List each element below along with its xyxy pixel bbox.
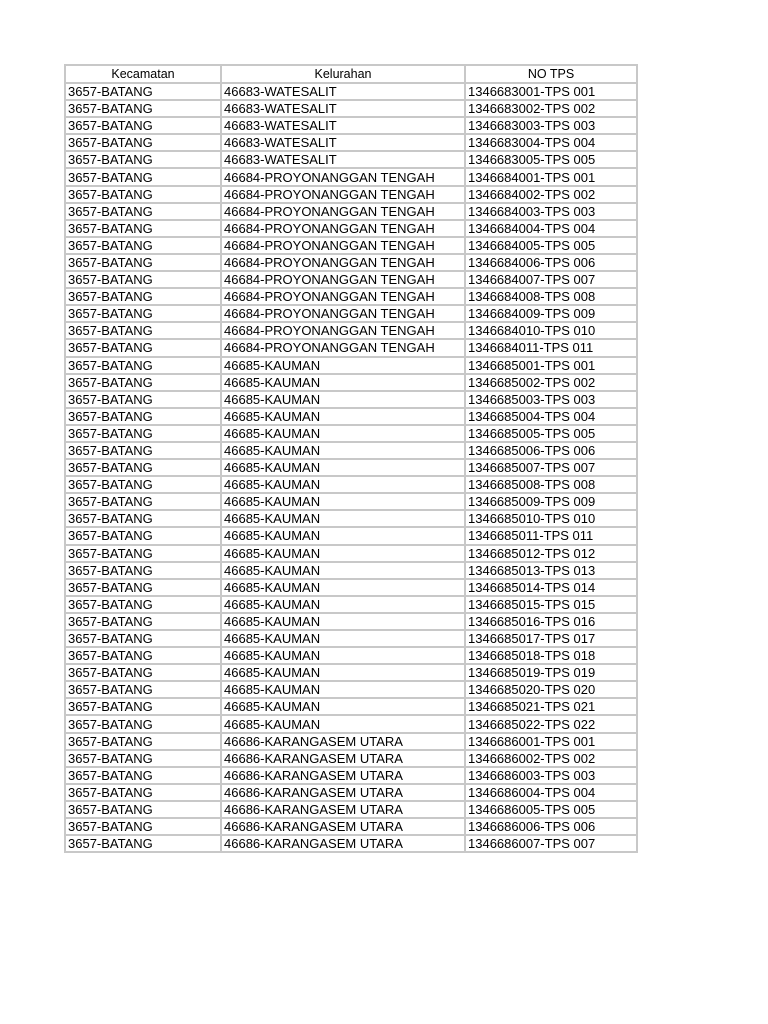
cell-no-tps: 1346686007-TPS 007 xyxy=(465,835,637,852)
table-row xyxy=(65,698,637,715)
cell-kecamatan: 3657-BATANG xyxy=(65,750,221,767)
table-row xyxy=(65,100,637,117)
cell-kecamatan: 3657-BATANG xyxy=(65,305,221,322)
cell-kecamatan: 3657-BATANG xyxy=(65,681,221,698)
cell-kecamatan: 3657-BATANG xyxy=(65,237,221,254)
table-row xyxy=(65,288,637,305)
cell-no-tps: 1346685003-TPS 003 xyxy=(465,391,637,408)
cell-no-tps: 1346685011-TPS 011 xyxy=(465,527,637,544)
table-row xyxy=(65,818,637,835)
table-row xyxy=(65,83,637,100)
cell-kelurahan: 46685-KAUMAN xyxy=(221,545,465,562)
cell-kecamatan: 3657-BATANG xyxy=(65,664,221,681)
cell-kelurahan: 46686-KARANGASEM UTARA xyxy=(221,784,465,801)
cell-kelurahan: 46684-PROYONANGGAN TENGAH xyxy=(221,322,465,339)
cell-kelurahan: 46686-KARANGASEM UTARA xyxy=(221,767,465,784)
cell-kecamatan: 3657-BATANG xyxy=(65,698,221,715)
cell-no-tps: 1346684002-TPS 002 xyxy=(465,186,637,203)
table-row xyxy=(65,305,637,322)
cell-kecamatan: 3657-BATANG xyxy=(65,203,221,220)
cell-kelurahan: 46684-PROYONANGGAN TENGAH xyxy=(221,271,465,288)
table-row xyxy=(65,391,637,408)
table-row xyxy=(65,527,637,544)
cell-kecamatan: 3657-BATANG xyxy=(65,476,221,493)
cell-kecamatan: 3657-BATANG xyxy=(65,339,221,356)
cell-kelurahan: 46685-KAUMAN xyxy=(221,647,465,664)
cell-no-tps: 1346685019-TPS 019 xyxy=(465,664,637,681)
table-row xyxy=(65,715,637,732)
cell-no-tps: 1346684001-TPS 001 xyxy=(465,168,637,185)
header-kecamatan: Kecamatan xyxy=(65,65,221,83)
cell-kecamatan: 3657-BATANG xyxy=(65,408,221,425)
cell-kelurahan: 46685-KAUMAN xyxy=(221,442,465,459)
cell-no-tps: 1346685017-TPS 017 xyxy=(465,630,637,647)
cell-no-tps: 1346685008-TPS 008 xyxy=(465,476,637,493)
cell-kecamatan: 3657-BATANG xyxy=(65,288,221,305)
cell-no-tps: 1346683004-TPS 004 xyxy=(465,134,637,151)
cell-kecamatan: 3657-BATANG xyxy=(65,510,221,527)
table-row xyxy=(65,835,637,852)
cell-kecamatan: 3657-BATANG xyxy=(65,134,221,151)
cell-no-tps: 1346683001-TPS 001 xyxy=(465,83,637,100)
table-row xyxy=(65,681,637,698)
cell-no-tps: 1346684008-TPS 008 xyxy=(465,288,637,305)
cell-kelurahan: 46685-KAUMAN xyxy=(221,596,465,613)
table-row xyxy=(65,271,637,288)
cell-no-tps: 1346686002-TPS 002 xyxy=(465,750,637,767)
cell-kecamatan: 3657-BATANG xyxy=(65,83,221,100)
cell-kelurahan: 46685-KAUMAN xyxy=(221,459,465,476)
cell-no-tps: 1346685007-TPS 007 xyxy=(465,459,637,476)
cell-kelurahan: 46684-PROYONANGGAN TENGAH xyxy=(221,254,465,271)
cell-kecamatan: 3657-BATANG xyxy=(65,545,221,562)
table-row xyxy=(65,767,637,784)
cell-no-tps: 1346684003-TPS 003 xyxy=(465,203,637,220)
cell-kecamatan: 3657-BATANG xyxy=(65,801,221,818)
table-row xyxy=(65,510,637,527)
cell-kecamatan: 3657-BATANG xyxy=(65,733,221,750)
cell-no-tps: 1346684004-TPS 004 xyxy=(465,220,637,237)
cell-kecamatan: 3657-BATANG xyxy=(65,254,221,271)
cell-no-tps: 1346685005-TPS 005 xyxy=(465,425,637,442)
cell-kecamatan: 3657-BATANG xyxy=(65,647,221,664)
table-row xyxy=(65,186,637,203)
header-kelurahan: Kelurahan xyxy=(221,65,465,83)
table-row xyxy=(65,117,637,134)
cell-no-tps: 1346685014-TPS 014 xyxy=(465,579,637,596)
cell-kelurahan: 46685-KAUMAN xyxy=(221,681,465,698)
cell-no-tps: 1346685015-TPS 015 xyxy=(465,596,637,613)
cell-kelurahan: 46685-KAUMAN xyxy=(221,408,465,425)
cell-kelurahan: 46683-WATESALIT xyxy=(221,83,465,100)
cell-kelurahan: 46683-WATESALIT xyxy=(221,100,465,117)
cell-no-tps: 1346683005-TPS 005 xyxy=(465,151,637,168)
cell-no-tps: 1346685013-TPS 013 xyxy=(465,562,637,579)
cell-kecamatan: 3657-BATANG xyxy=(65,100,221,117)
cell-no-tps: 1346684010-TPS 010 xyxy=(465,322,637,339)
cell-kecamatan: 3657-BATANG xyxy=(65,835,221,852)
table-row xyxy=(65,408,637,425)
cell-no-tps: 1346685004-TPS 004 xyxy=(465,408,637,425)
cell-no-tps: 1346685010-TPS 010 xyxy=(465,510,637,527)
cell-kelurahan: 46685-KAUMAN xyxy=(221,613,465,630)
table-row xyxy=(65,220,637,237)
cell-no-tps: 1346685012-TPS 012 xyxy=(465,545,637,562)
table-row xyxy=(65,339,637,356)
tps-table xyxy=(64,64,638,853)
cell-kecamatan: 3657-BATANG xyxy=(65,220,221,237)
cell-kelurahan: 46684-PROYONANGGAN TENGAH xyxy=(221,186,465,203)
cell-no-tps: 1346684009-TPS 009 xyxy=(465,305,637,322)
table-row xyxy=(65,442,637,459)
cell-no-tps: 1346686003-TPS 003 xyxy=(465,767,637,784)
cell-kelurahan: 46685-KAUMAN xyxy=(221,374,465,391)
cell-kecamatan: 3657-BATANG xyxy=(65,630,221,647)
cell-kelurahan: 46685-KAUMAN xyxy=(221,715,465,732)
cell-no-tps: 1346685020-TPS 020 xyxy=(465,681,637,698)
cell-kelurahan: 46685-KAUMAN xyxy=(221,562,465,579)
table-row xyxy=(65,357,637,374)
table-row xyxy=(65,545,637,562)
table-row xyxy=(65,168,637,185)
cell-kelurahan: 46684-PROYONANGGAN TENGAH xyxy=(221,237,465,254)
cell-kecamatan: 3657-BATANG xyxy=(65,151,221,168)
cell-kecamatan: 3657-BATANG xyxy=(65,425,221,442)
cell-no-tps: 1346685016-TPS 016 xyxy=(465,613,637,630)
cell-kelurahan: 46685-KAUMAN xyxy=(221,391,465,408)
cell-kelurahan: 46685-KAUMAN xyxy=(221,698,465,715)
cell-kecamatan: 3657-BATANG xyxy=(65,168,221,185)
cell-kecamatan: 3657-BATANG xyxy=(65,493,221,510)
cell-kecamatan: 3657-BATANG xyxy=(65,186,221,203)
table-row xyxy=(65,596,637,613)
table-row xyxy=(65,425,637,442)
cell-kelurahan: 46685-KAUMAN xyxy=(221,493,465,510)
table-row xyxy=(65,630,637,647)
cell-kecamatan: 3657-BATANG xyxy=(65,596,221,613)
cell-kelurahan: 46686-KARANGASEM UTARA xyxy=(221,733,465,750)
cell-kelurahan: 46685-KAUMAN xyxy=(221,579,465,596)
table-row xyxy=(65,203,637,220)
table-row xyxy=(65,254,637,271)
cell-kelurahan: 46684-PROYONANGGAN TENGAH xyxy=(221,203,465,220)
cell-no-tps: 1346686005-TPS 005 xyxy=(465,801,637,818)
cell-kecamatan: 3657-BATANG xyxy=(65,527,221,544)
cell-kecamatan: 3657-BATANG xyxy=(65,784,221,801)
cell-kelurahan: 46686-KARANGASEM UTARA xyxy=(221,801,465,818)
cell-no-tps: 1346685009-TPS 009 xyxy=(465,493,637,510)
table-row xyxy=(65,562,637,579)
cell-kecamatan: 3657-BATANG xyxy=(65,459,221,476)
cell-kelurahan: 46685-KAUMAN xyxy=(221,425,465,442)
cell-kelurahan: 46683-WATESALIT xyxy=(221,151,465,168)
cell-kecamatan: 3657-BATANG xyxy=(65,715,221,732)
table-row xyxy=(65,733,637,750)
table-row xyxy=(65,134,637,151)
table-row xyxy=(65,459,637,476)
cell-kecamatan: 3657-BATANG xyxy=(65,117,221,134)
cell-no-tps: 1346684006-TPS 006 xyxy=(465,254,637,271)
table-row xyxy=(65,322,637,339)
cell-no-tps: 1346685022-TPS 022 xyxy=(465,715,637,732)
cell-kecamatan: 3657-BATANG xyxy=(65,579,221,596)
header-no-tps: NO TPS xyxy=(465,65,637,83)
cell-kelurahan: 46685-KAUMAN xyxy=(221,527,465,544)
cell-kelurahan: 46684-PROYONANGGAN TENGAH xyxy=(221,220,465,237)
header-row xyxy=(65,65,637,83)
cell-kecamatan: 3657-BATANG xyxy=(65,442,221,459)
table-row xyxy=(65,801,637,818)
cell-no-tps: 1346684011-TPS 011 xyxy=(465,339,637,356)
cell-kecamatan: 3657-BATANG xyxy=(65,391,221,408)
cell-kelurahan: 46685-KAUMAN xyxy=(221,630,465,647)
cell-kecamatan: 3657-BATANG xyxy=(65,767,221,784)
cell-kelurahan: 46686-KARANGASEM UTARA xyxy=(221,835,465,852)
table-row xyxy=(65,750,637,767)
cell-kelurahan: 46686-KARANGASEM UTARA xyxy=(221,750,465,767)
table-row xyxy=(65,237,637,254)
cell-kelurahan: 46683-WATESALIT xyxy=(221,134,465,151)
cell-no-tps: 1346683003-TPS 003 xyxy=(465,117,637,134)
cell-no-tps: 1346685018-TPS 018 xyxy=(465,647,637,664)
cell-no-tps: 1346686006-TPS 006 xyxy=(465,818,637,835)
cell-no-tps: 1346686001-TPS 001 xyxy=(465,733,637,750)
cell-kecamatan: 3657-BATANG xyxy=(65,357,221,374)
cell-kecamatan: 3657-BATANG xyxy=(65,818,221,835)
cell-kelurahan: 46684-PROYONANGGAN TENGAH xyxy=(221,305,465,322)
cell-no-tps: 1346683002-TPS 002 xyxy=(465,100,637,117)
cell-kelurahan: 46685-KAUMAN xyxy=(221,664,465,681)
table-body xyxy=(65,83,637,852)
cell-no-tps: 1346686004-TPS 004 xyxy=(465,784,637,801)
cell-kecamatan: 3657-BATANG xyxy=(65,271,221,288)
cell-kecamatan: 3657-BATANG xyxy=(65,613,221,630)
cell-kelurahan: 46685-KAUMAN xyxy=(221,357,465,374)
cell-kelurahan: 46686-KARANGASEM UTARA xyxy=(221,818,465,835)
cell-no-tps: 1346685002-TPS 002 xyxy=(465,374,637,391)
table-row xyxy=(65,647,637,664)
table-row xyxy=(65,664,637,681)
cell-kelurahan: 46684-PROYONANGGAN TENGAH xyxy=(221,339,465,356)
cell-no-tps: 1346685021-TPS 021 xyxy=(465,698,637,715)
cell-kecamatan: 3657-BATANG xyxy=(65,322,221,339)
cell-no-tps: 1346685001-TPS 001 xyxy=(465,357,637,374)
table-row xyxy=(65,613,637,630)
table-row xyxy=(65,784,637,801)
cell-no-tps: 1346685006-TPS 006 xyxy=(465,442,637,459)
table-row xyxy=(65,374,637,391)
table-row xyxy=(65,579,637,596)
cell-kecamatan: 3657-BATANG xyxy=(65,374,221,391)
cell-kelurahan: 46684-PROYONANGGAN TENGAH xyxy=(221,288,465,305)
cell-no-tps: 1346684007-TPS 007 xyxy=(465,271,637,288)
table-row xyxy=(65,493,637,510)
cell-kelurahan: 46685-KAUMAN xyxy=(221,510,465,527)
cell-kecamatan: 3657-BATANG xyxy=(65,562,221,579)
cell-kelurahan: 46685-KAUMAN xyxy=(221,476,465,493)
cell-kelurahan: 46683-WATESALIT xyxy=(221,117,465,134)
cell-kelurahan: 46684-PROYONANGGAN TENGAH xyxy=(221,168,465,185)
table-row xyxy=(65,476,637,493)
table-row xyxy=(65,151,637,168)
cell-no-tps: 1346684005-TPS 005 xyxy=(465,237,637,254)
